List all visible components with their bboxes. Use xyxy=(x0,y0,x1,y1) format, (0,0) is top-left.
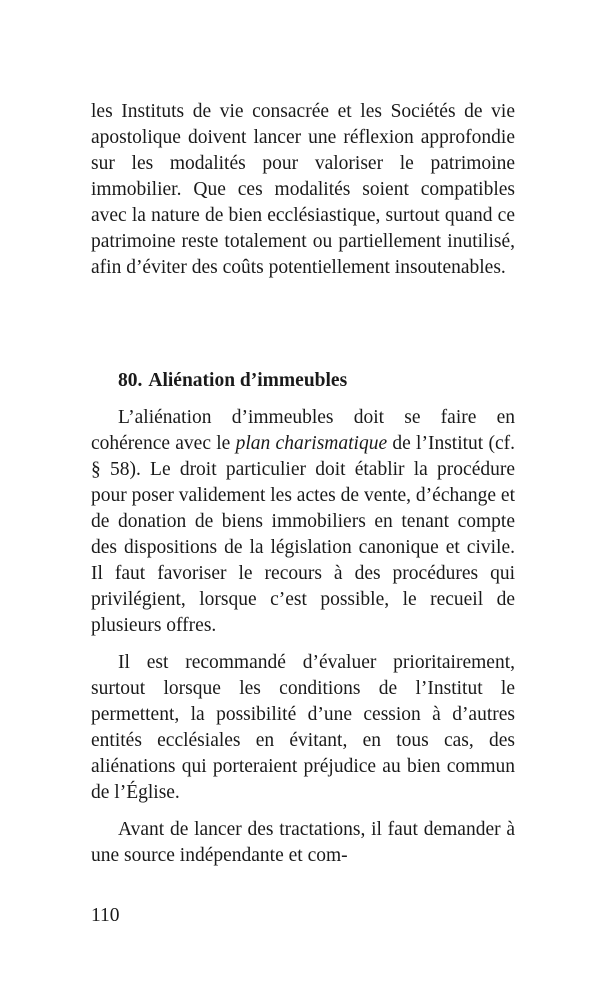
page-number: 110 xyxy=(91,905,120,926)
body-paragraph-1 xyxy=(91,405,515,639)
paragraph-1-text-before: L’aliénation d’immeubles doit se faire en cohérence avec le xyxy=(91,407,515,454)
section-heading xyxy=(118,368,347,394)
intro-paragraph-block xyxy=(91,99,515,281)
section-title: Aliénation d’immeubles xyxy=(148,370,348,391)
section-number: 80. xyxy=(118,370,143,391)
section-body xyxy=(91,405,515,869)
paragraph-1-text-after: de l’Institut (cf. § 58). Le droit particulier doit établir la procédure pour poser validement les actes de vente, d’échange et de donation de biens immobiliers en tenant compte des dispositions de la législation canonique et civile. Il faut favoriser le recours à des procédures qui privilégient, lorsque c’est possible, le recueil de plusieurs offres. xyxy=(91,433,516,636)
body-paragraph-2: Il est recommandé d’évaluer prioritairement, surtout lorsque les conditions de l’Institut le permettent, la possibilité d’une cession à d’autres entités ecclésiales en évitant, en tous cas, des aliénations qui porteraient préjudice au bien commun de l’Église. xyxy=(91,652,515,803)
intro-paragraph: les Instituts de vie consacrée et les Sociétés de vie apostolique doivent lancer une réflexion approfondie sur les modalités pour valoriser le patrimoine immobilier. Que ces modalités soient compatibles avec la nature de bien ecclésiastique, surtout quand ce patrimoine reste totalement ou partiellement inutilisé, afin d’éviter des coûts potentiellement insoutenables. xyxy=(91,101,515,278)
paragraph-1-emphasis: plan charismatique xyxy=(235,433,388,454)
body-paragraph-3: Avant de lancer des tractations, il faut demander à une source indépendante et com- xyxy=(91,819,515,866)
